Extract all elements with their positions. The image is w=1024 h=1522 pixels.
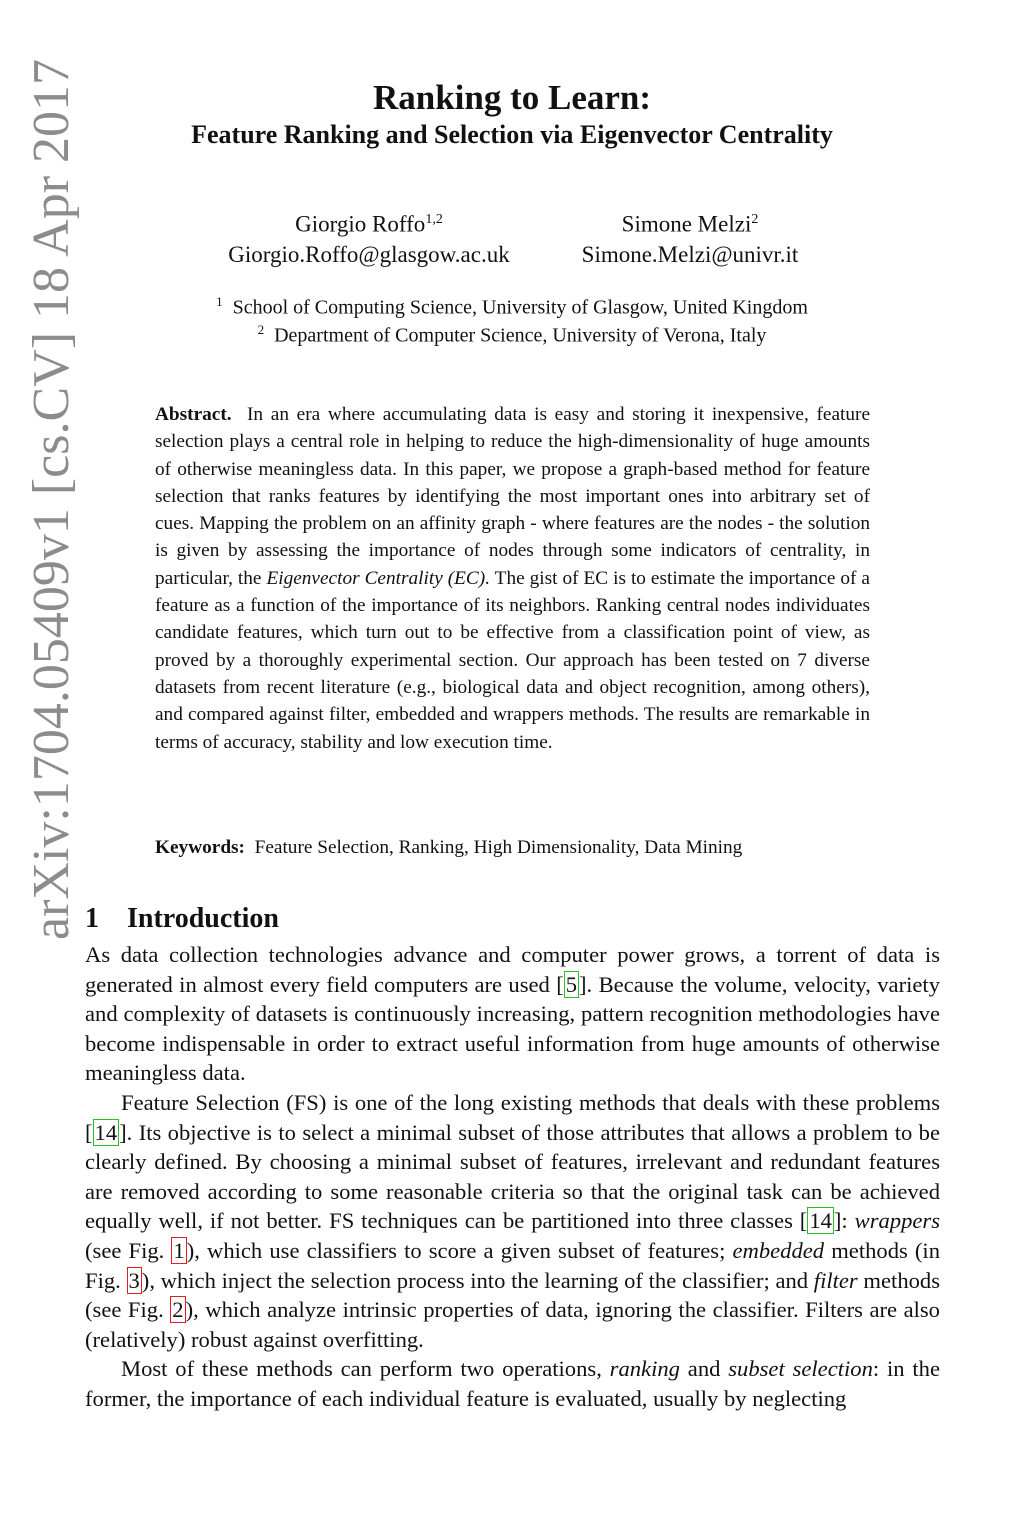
citation-link[interactable]: 14 xyxy=(94,1119,118,1145)
section-title: Introduction xyxy=(127,903,279,934)
paragraph xyxy=(85,940,940,1088)
keywords xyxy=(155,834,870,861)
section-number: 1 xyxy=(85,903,99,934)
italic-term: wrappers xyxy=(854,1208,940,1234)
citation-link[interactable]: 14 xyxy=(809,1208,832,1234)
section-heading xyxy=(85,903,279,935)
affiliation-2 xyxy=(0,316,1024,350)
italic-term: subset selection xyxy=(728,1356,873,1382)
text-run: (see Fig. xyxy=(85,1237,172,1263)
author-email[interactable]: Simone.Melzi@univr.it xyxy=(581,241,799,267)
citation-link[interactable]: 5 xyxy=(565,971,578,997)
abstract-label: Abstract. xyxy=(155,404,232,425)
paragraph xyxy=(85,1354,940,1413)
author-name: Simone Melzi xyxy=(621,211,752,237)
text-run: ), which use classifiers to score a given subset of features; xyxy=(186,1237,733,1263)
author-affil-mark: 2 xyxy=(751,212,759,227)
text-run: ]: xyxy=(833,1208,855,1234)
text-run: methods (in Fig. xyxy=(85,1237,941,1293)
text-run: Most of these methods can perform two operations, xyxy=(121,1356,610,1382)
section-body xyxy=(85,940,940,1414)
text-run: Feature Selection (FS) is one of the long existing methods that deals with these problems [ xyxy=(85,1089,940,1145)
italic-term: embedded xyxy=(732,1237,825,1263)
italic-term: ranking xyxy=(609,1356,680,1382)
text-run: ), which inject the selection process into the learning of the classifier; and xyxy=(141,1267,814,1293)
abstract-text: In an era where accumulating data is easy and storing it inexpensive, feature selection plays a central role in helping to reduce the high-dimensionality of huge amounts of otherwise meaningless data. In this paper, we propose a graph-based method for feature selection that ranks features by identifying the most important ones into arbitrary set of cues. Mapping the problem on an affinity graph - where features are the nodes - the solution is given by assessing the importance of nodes through some indicators of centrality, in particular, the xyxy=(155,404,870,589)
author-block-2 xyxy=(560,205,820,270)
affiliation-text: School of Computing Science, University of Glasgow, United Kingdom xyxy=(232,296,808,319)
affiliation-text: Department of Computer Science, University of Verona, Italy xyxy=(274,324,767,347)
italic-term: filter xyxy=(813,1267,858,1293)
author-block-1 xyxy=(210,205,528,270)
keywords-label: Keywords: xyxy=(155,837,245,858)
text-run: ]. Because the volume, velocity, variety and complexity of datasets is continuously increasing, pattern recognition methodologies have become indispensable in order to extract useful information from huge amounts of otherwise meaningless data. xyxy=(85,971,940,1086)
text-run: and xyxy=(679,1356,729,1382)
paper-subtitle: Feature Ranking and Selection via Eigenvector Centrality xyxy=(191,120,833,149)
affiliation-number: 2 xyxy=(257,322,265,337)
text-run: As data collection technologies advance and computer power grows, a torrent of data is generated in almost every field computers are used [ xyxy=(85,942,940,997)
affiliation-number: 1 xyxy=(216,294,223,309)
keywords-text: Feature Selection, Ranking, High Dimensionality, Data Mining xyxy=(254,837,743,858)
paragraph xyxy=(85,1088,940,1354)
figure-link[interactable]: 2 xyxy=(172,1297,184,1323)
arxiv-identifier: arXiv:1704.05409v1 [cs.CV] 18 Apr 2017 xyxy=(23,58,80,940)
abstract xyxy=(155,401,870,756)
text-run: ]. Its objective is to select a minimal subset of those attributes that allows a problem to be clearly defined. By choosing a minimal subset of features, irrelevant and redundant features are removed according to some reasonable criteria so that the original task can be achieved equally well, if not better. FS techniques can be partitioned into three classes [ xyxy=(85,1119,940,1234)
text-run: methods (see Fig. xyxy=(85,1267,940,1323)
text-run: ), which analyze intrinsic properties of data, ignoring the classifier. Filters are also (relatively) robust against overfitting. xyxy=(85,1297,940,1352)
paper-title: Ranking to Learn: xyxy=(372,78,652,117)
author-name: Giorgio Roffo xyxy=(295,211,426,237)
author-email[interactable]: Giorgio.Roffo@glasgow.ac.uk xyxy=(228,241,510,267)
abstract-italic: Eigenvector Centrality (EC). xyxy=(266,567,491,589)
author-affil-mark: 1,2 xyxy=(425,212,443,227)
figure-link[interactable]: 1 xyxy=(173,1237,185,1263)
text-run: : in the former, the importance of each individual feature is evaluated, usually by neglecting xyxy=(85,1356,940,1411)
abstract-text: The gist of EC is to estimate the importance of a feature as a function of the importance of its neighbors. Ranking central nodes individuates candidate features, which turn out to be effective from a classification point of view, as proved by a thoroughly experimental section. Our approach has been tested on 7 diverse datasets from recent literature (e.g., biological data and object recognition, among others), and compared against filter, embedded and wrappers methods. The results are remarkable in terms of accuracy, stability and low execution time. xyxy=(155,567,870,753)
figure-link[interactable]: 3 xyxy=(128,1267,140,1293)
